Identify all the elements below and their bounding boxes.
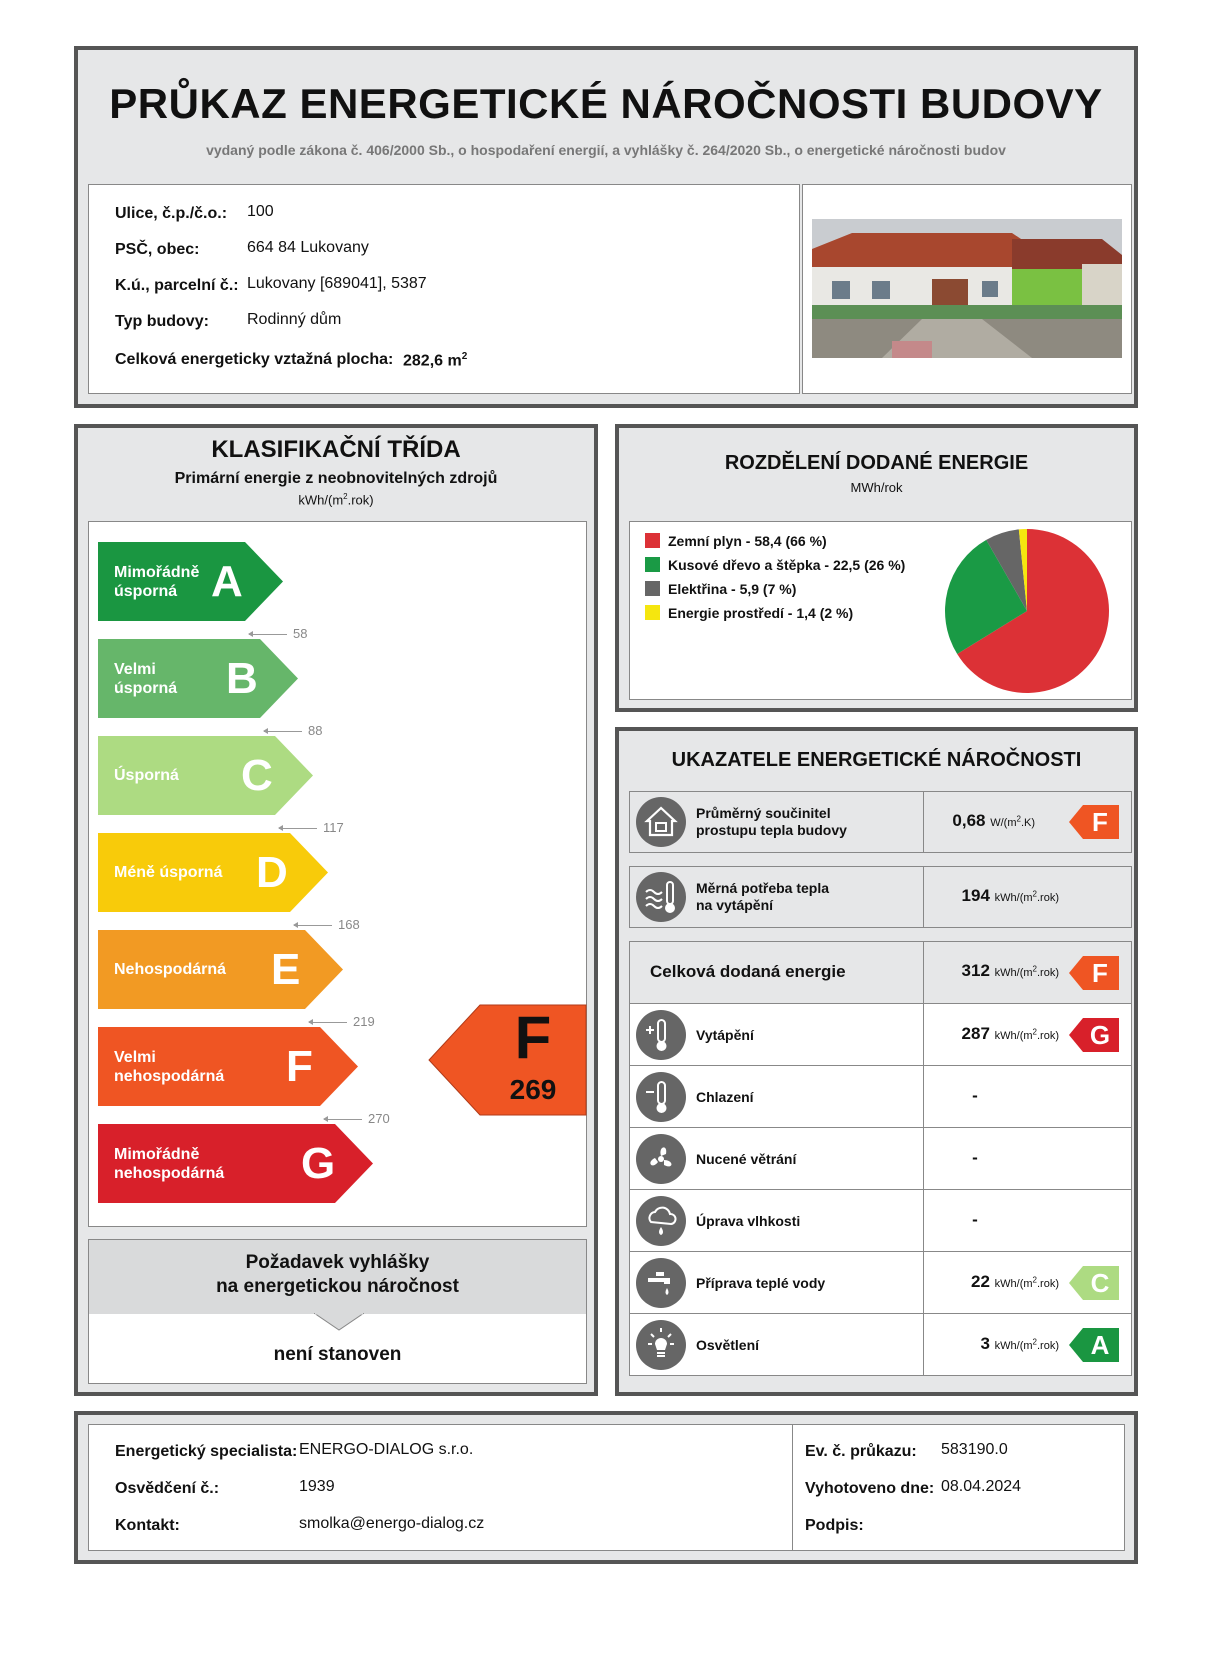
legend-entry: Elektřina - 5,9 (7 %) bbox=[645, 581, 796, 597]
energy-band-letter: G bbox=[301, 1139, 336, 1188]
zip-value: 664 84 Lukovany bbox=[247, 239, 369, 256]
footer-panel bbox=[74, 1411, 1138, 1564]
heating-value: 287 kWh/$(m^2.rok)$ bbox=[961, 1024, 1059, 1043]
document-info-box bbox=[792, 1424, 1125, 1551]
indicator-humidity-row bbox=[629, 1189, 1132, 1252]
current-class-arrow bbox=[428, 1004, 587, 1116]
heating-demand-icon bbox=[636, 872, 686, 922]
cadastre-value: Lukovany [689041], 5387 bbox=[247, 275, 427, 292]
indicator-ventilation-row bbox=[629, 1127, 1132, 1190]
u-value: 0,68 $W/(m^2.K)$ bbox=[952, 811, 1035, 830]
energy-band-label: Mimořádně úsporná bbox=[114, 563, 200, 600]
energy-band-letter: A bbox=[211, 557, 243, 606]
energy-band-label: Mimořádně nehospodárná bbox=[114, 1145, 225, 1182]
tap-icon bbox=[636, 1258, 686, 1308]
classification-title: KLASIFIKAČNÍ TŘÍDA bbox=[211, 436, 461, 463]
energy-band-label: Nehospodárná bbox=[114, 961, 227, 978]
total-energy-label: Celková dodaná energie bbox=[650, 962, 846, 981]
energy-band-label: Velmi úsporná bbox=[114, 660, 178, 697]
requirement-line-2: na energetickou náročnost bbox=[216, 1276, 459, 1297]
indicator-heat-demand-row bbox=[629, 866, 1132, 928]
energy-band-letter: B bbox=[226, 654, 258, 703]
cooling-value: - bbox=[972, 1086, 978, 1105]
document-subtitle: vydaný podle zákona č. 406/2000 Sb., o hospodaření energií, a vyhlášky č. 264/2020 Sb., o energetické náročnosti budov bbox=[206, 142, 1006, 158]
thermometer-minus-icon bbox=[636, 1072, 686, 1122]
hot-water-value: 22 kWh/$(m^2.rok)$ bbox=[971, 1272, 1059, 1291]
current-class-value: 269 bbox=[509, 1074, 557, 1105]
u-value-label: Průměrný součinitel prostupu tepla budovy bbox=[696, 805, 847, 838]
class-badge-letter: A bbox=[1090, 1330, 1110, 1360]
energy-band-f bbox=[98, 1027, 358, 1106]
certificate-value: 1939 bbox=[299, 1478, 335, 1495]
building-photo bbox=[812, 219, 1122, 358]
classification-panel bbox=[74, 424, 598, 1396]
heat-demand-label: Měrná potřeba tepla na vytápění bbox=[696, 880, 830, 913]
heat-demand-value: 194 kWh/$(m^2.rok)$ bbox=[961, 886, 1059, 905]
humidity-value: - bbox=[972, 1210, 978, 1229]
requirement-header bbox=[88, 1239, 587, 1315]
distribution-pie bbox=[942, 526, 1112, 696]
contact-value: smolka@energo-dialog.cz bbox=[299, 1515, 485, 1532]
classification-subtitle: Primární energie z neobnovitelných zdrojů bbox=[174, 470, 498, 487]
building-photo-drawing bbox=[812, 219, 1122, 358]
energy-threshold: 117 bbox=[279, 820, 344, 835]
photo-box bbox=[802, 184, 1132, 394]
requirement-pointer bbox=[314, 1313, 364, 1331]
total-energy-class-badge bbox=[1069, 956, 1119, 990]
house-icon bbox=[636, 797, 686, 847]
energy-band-b bbox=[98, 639, 298, 718]
humidity-cloud-icon bbox=[636, 1196, 686, 1246]
specialist-value: ENERGO-DIALOG s.r.o. bbox=[299, 1441, 474, 1458]
thermometer-plus-icon bbox=[636, 1010, 686, 1060]
zip-label: PSČ, obec: bbox=[115, 241, 200, 258]
energy-threshold: 168 bbox=[294, 917, 360, 932]
ventilation-value: - bbox=[972, 1148, 978, 1167]
specialist-label: Energetický specialista: bbox=[115, 1443, 298, 1460]
class-badge-letter: G bbox=[1089, 1020, 1111, 1050]
energy-band-d bbox=[98, 833, 328, 912]
energy-threshold: 219 bbox=[309, 1014, 375, 1029]
energy-threshold: 270 bbox=[324, 1111, 390, 1126]
distribution-unit: MWh/rok bbox=[850, 480, 903, 495]
lighting-label: Osvětlení bbox=[696, 1337, 760, 1353]
type-value: Rodinný dům bbox=[247, 311, 342, 328]
requirement-line-1: Požadavek vyhlášky bbox=[245, 1252, 430, 1273]
indicator-u-value-row bbox=[629, 791, 1132, 853]
document-title: PRŮKAZ ENERGETICKÉ NÁROČNOSTI BUDOVY bbox=[109, 80, 1103, 127]
lighting-value: 3 kWh/$(m^2.rok)$ bbox=[980, 1334, 1059, 1353]
requirement-value: není stanoven bbox=[273, 1344, 402, 1365]
ventilation-label: Nucené větrání bbox=[696, 1151, 797, 1167]
distribution-title: ROZDĚLENÍ DODANÉ ENERGIE bbox=[724, 452, 1029, 474]
indicator-heating-row bbox=[629, 1003, 1132, 1066]
indicators-title: UKAZATELE ENERGETICKÉ NÁROČNOSTI bbox=[671, 749, 1082, 771]
issue-date-value: 08.04.2024 bbox=[941, 1478, 1022, 1495]
energy-band-letter: D bbox=[256, 848, 288, 897]
fan-icon bbox=[636, 1134, 686, 1184]
street-value: 100 bbox=[247, 203, 274, 220]
ev-number-value: 583190.0 bbox=[941, 1441, 1008, 1458]
specialist-box bbox=[88, 1424, 793, 1551]
distribution-chart bbox=[629, 521, 1132, 700]
lighting-class-badge bbox=[1069, 1328, 1119, 1362]
energy-band-c bbox=[98, 736, 313, 815]
address-box bbox=[88, 184, 800, 394]
requirement-body bbox=[88, 1314, 587, 1384]
hot-water-class-badge bbox=[1069, 1266, 1119, 1300]
energy-band-label: Úsporná bbox=[114, 767, 179, 784]
energy-band-letter: E bbox=[271, 945, 301, 994]
distribution-panel bbox=[615, 424, 1138, 712]
energy-band-g bbox=[98, 1124, 373, 1203]
heating-class-badge bbox=[1069, 1018, 1119, 1052]
u-value-class-badge bbox=[1069, 805, 1119, 839]
energy-scale bbox=[88, 521, 587, 1227]
hot-water-label: Příprava teplé vody bbox=[696, 1275, 826, 1291]
indicator-lighting-row bbox=[629, 1313, 1132, 1376]
ev-number-label: Ev. č. průkazu: bbox=[805, 1443, 917, 1460]
energy-band-letter: F bbox=[286, 1042, 313, 1091]
street-label: Ulice, č.p./č.o.: bbox=[115, 205, 228, 222]
cooling-label: Chlazení bbox=[696, 1089, 754, 1105]
heating-label: Vytápění bbox=[696, 1027, 754, 1043]
class-badge-letter: C bbox=[1090, 1268, 1110, 1298]
energy-band-a bbox=[98, 542, 283, 621]
total-energy-value: 312 kWh/$(m^2.rok)$ bbox=[961, 961, 1059, 980]
cadastre-label: K.ú., parcelní č.: bbox=[115, 277, 239, 294]
contact-label: Kontakt: bbox=[115, 1517, 180, 1534]
light-bulb-icon bbox=[636, 1320, 686, 1370]
class-badge-letter: F bbox=[1092, 958, 1108, 988]
certificate-label: Osvědčení č.: bbox=[115, 1480, 220, 1497]
humidity-label: Úprava vlhkosti bbox=[696, 1213, 801, 1229]
area-label: Celková energeticky vztažná plocha: bbox=[115, 351, 394, 368]
energy-band-label: Méně úsporná bbox=[114, 864, 223, 881]
legend-entry: Energie prostředí - 1,4 (2 %) bbox=[645, 605, 853, 621]
energy-threshold: 58 bbox=[249, 626, 307, 641]
class-badge-letter: F bbox=[1092, 807, 1108, 837]
indicator-cooling-row bbox=[629, 1065, 1132, 1128]
energy-threshold: 88 bbox=[264, 723, 322, 738]
header-panel bbox=[74, 46, 1138, 408]
energy-band-e bbox=[98, 930, 343, 1009]
indicator-hot-water-row bbox=[629, 1251, 1132, 1314]
signature-label: Podpis: bbox=[805, 1517, 864, 1534]
indicator-total-row bbox=[629, 941, 1132, 1004]
type-label: Typ budovy: bbox=[115, 313, 209, 330]
current-class-letter: F bbox=[514, 1004, 552, 1071]
legend-entry: Kusové dřevo a štěpka - 22,5 (26 %) bbox=[645, 557, 905, 573]
energy-band-letter: C bbox=[241, 751, 273, 800]
classification-unit: kWh/$(m^2.rok)$ bbox=[298, 492, 374, 508]
issue-date-label: Vyhotoveno dne: bbox=[805, 1480, 935, 1497]
legend-entry: Zemní plyn - 58,4 (66 %) bbox=[645, 533, 827, 549]
indicators-panel bbox=[615, 727, 1138, 1396]
area-value: 282,6 $m^2$ bbox=[403, 351, 468, 370]
energy-band-label: Velmi nehospodárná bbox=[114, 1048, 225, 1085]
